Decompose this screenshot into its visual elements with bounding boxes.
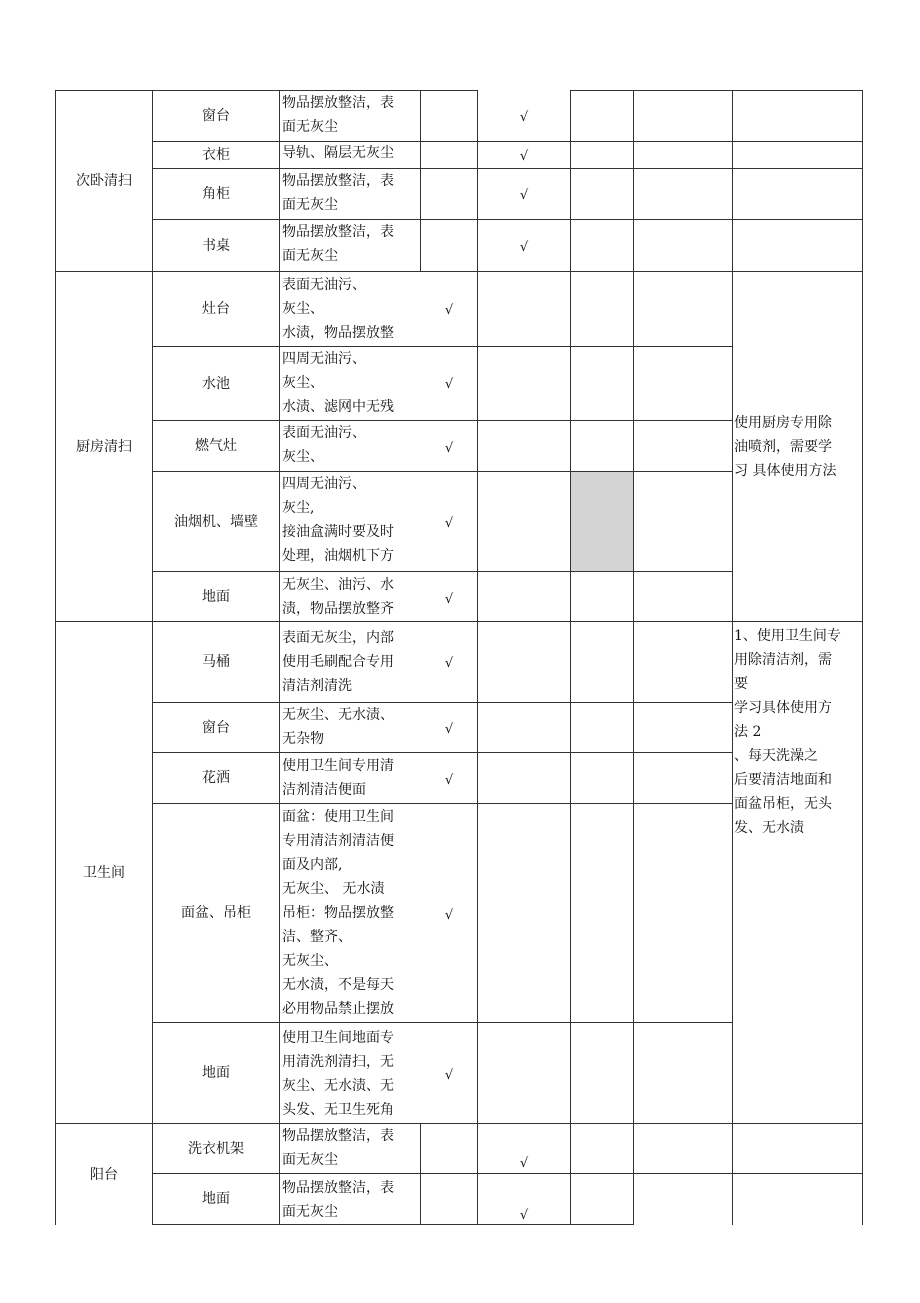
category-bathroom: 卫生间 xyxy=(83,864,125,881)
standard-text: 物品摆放整洁，表 面无灰尘 xyxy=(282,1128,394,1168)
standard-text: 使用卫生间地面专 用清洗剂清扫，无 灰尘、无水渍、无 头发、无卫生死角 xyxy=(282,1030,394,1118)
shaded-cell xyxy=(571,472,633,571)
item-label: 窗台 xyxy=(202,108,230,124)
kitchen-note: 使用厨房专用除 油喷剂，需要学 习 具体使用方法 xyxy=(734,415,837,479)
item-label: 洗衣机架 xyxy=(188,1140,244,1157)
check-mark: √ xyxy=(444,773,454,788)
item-label: 地面 xyxy=(202,588,230,605)
standard-text: 物品摆放整洁，表 面无灰尘 xyxy=(282,95,394,135)
category-balcony: 阳台 xyxy=(90,1166,118,1183)
check-mark: √ xyxy=(519,110,529,125)
item-label: 马桶 xyxy=(202,654,230,670)
standard-text: 无灰尘、无水渍、 无杂物 xyxy=(282,707,394,747)
item-label: 面盆、吊柜 xyxy=(181,905,251,921)
check-mark: √ xyxy=(519,1208,529,1223)
item-label: 书桌 xyxy=(202,237,230,254)
check-mark: √ xyxy=(444,516,454,531)
item-label: 水池 xyxy=(202,375,230,392)
item-label: 窗台 xyxy=(202,719,230,736)
item-label: 角柜 xyxy=(202,186,230,202)
check-mark: √ xyxy=(519,149,529,164)
item-label: 花洒 xyxy=(202,770,230,786)
category-bedroom: 次卧清扫 xyxy=(76,173,132,189)
bathroom-note: 1、使用卫生间专 用除清洁剂，需 要 学习具体使用方 法 2 、每天洗澡之 后要清洁地面和 面盆吊柜，无头 发、无水渍 xyxy=(734,628,841,836)
check-mark: √ xyxy=(444,656,454,671)
check-mark: √ xyxy=(444,303,454,318)
standard-text: 物品摆放整洁，表 面无灰尘 xyxy=(282,173,394,213)
check-mark: √ xyxy=(444,722,454,737)
check-mark: √ xyxy=(444,441,454,456)
item-label: 油烟机、墙壁 xyxy=(174,513,258,530)
category-kitchen: 厨房清扫 xyxy=(76,438,132,455)
item-label: 地面 xyxy=(202,1065,230,1081)
check-mark: √ xyxy=(519,240,529,255)
check-mark: √ xyxy=(444,908,454,923)
check-mark: √ xyxy=(444,377,454,392)
standard-text: 使用卫生间专用清 洁剂清洁便面 xyxy=(282,758,394,798)
standard-text: 表面无油污、 灰尘、 水渍，物品摆放整 xyxy=(282,277,394,341)
standard-text: 四周无油污、 灰尘, 接油盒满时要及时 处理，油烟机下方 xyxy=(282,476,394,564)
check-mark: √ xyxy=(444,1068,454,1083)
standard-text: 导轨、隔层无灰尘 xyxy=(282,145,394,161)
check-mark: √ xyxy=(444,592,454,607)
check-mark: √ xyxy=(519,188,529,203)
standard-text: 四周无油污、 灰尘、 水渍、滤网中无残 xyxy=(282,351,394,415)
item-label: 燃气灶 xyxy=(195,438,237,454)
item-label: 灶台 xyxy=(202,301,230,317)
standard-text: 表面无灰尘，内部 使用毛刷配合专用 清洁剂清洗 xyxy=(282,630,394,694)
item-label: 地面 xyxy=(202,1191,230,1207)
standard-text: 物品摆放整洁，表 面无灰尘 xyxy=(282,224,394,264)
check-mark: √ xyxy=(519,1156,529,1171)
item-label: 衣柜 xyxy=(202,147,230,163)
standard-text: 物品摆放整洁，表 面无灰尘 xyxy=(282,1180,394,1220)
standard-text: 面盆：使用卫生间 专用清洁剂清洁便 面及内部, 无灰尘、 无水渍 吊柜：物品摆放整 洁、整齐、 无灰尘、 无水渍，不是每天 必用物品禁止摆放 xyxy=(282,809,394,1017)
standard-text: 表面无油污、 灰尘、 xyxy=(282,425,366,465)
standard-text: 无灰尘、油污、水 渍，物品摆放整齐 xyxy=(282,577,394,617)
